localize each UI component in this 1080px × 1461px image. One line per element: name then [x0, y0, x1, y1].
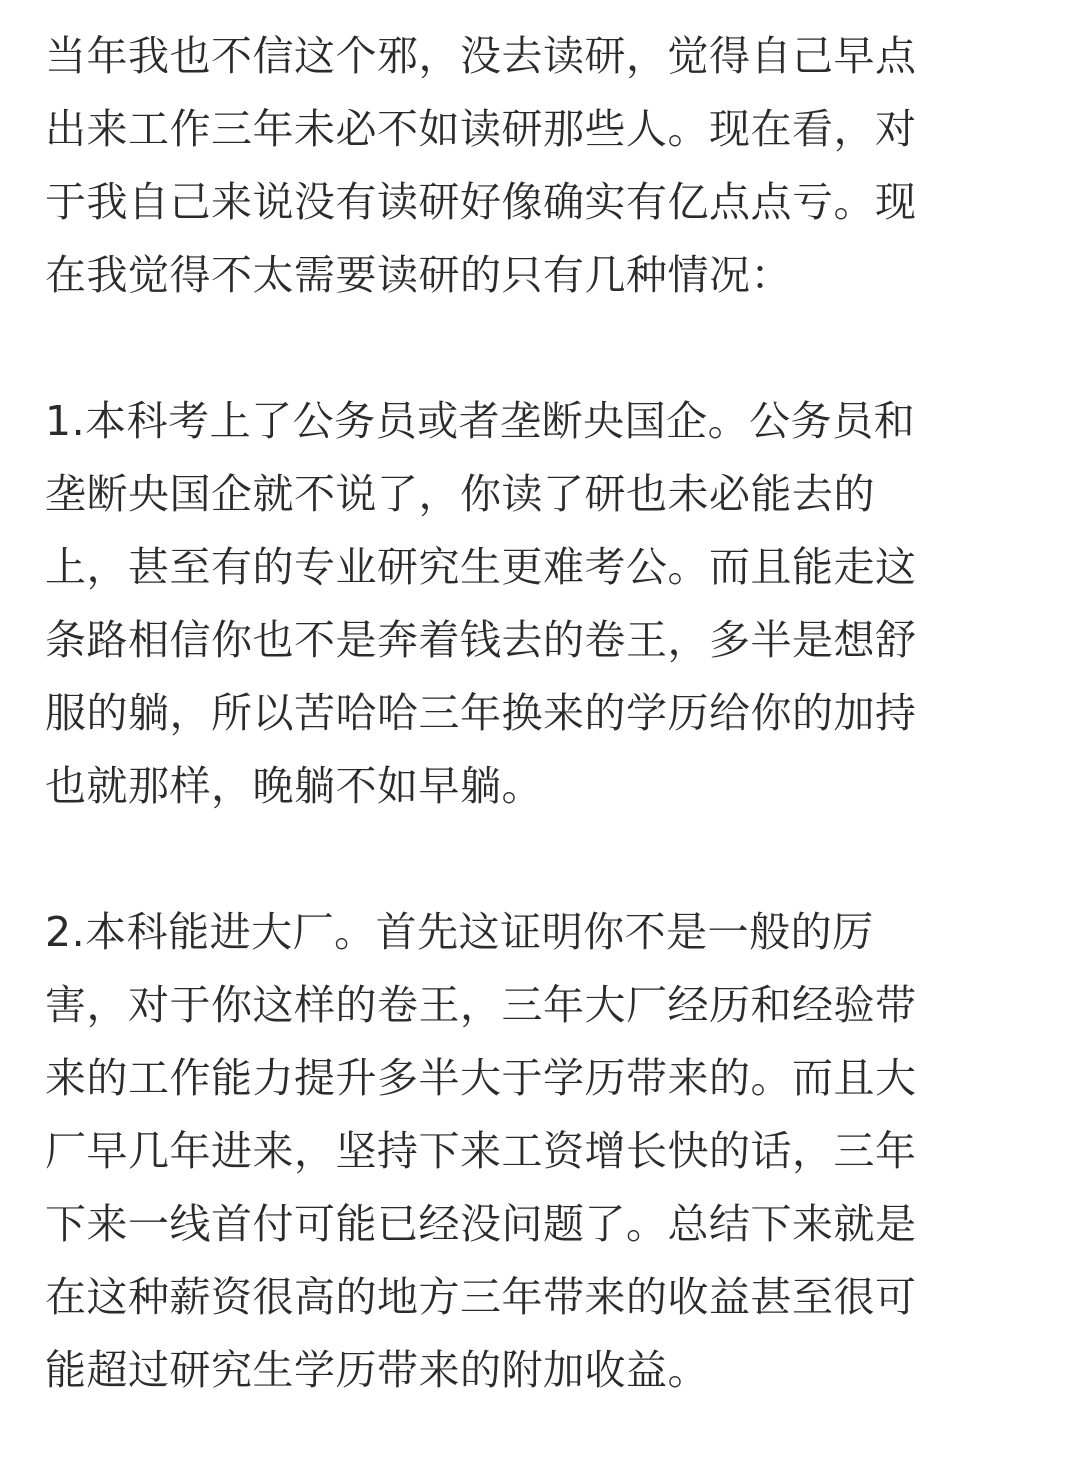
text-line: 害，对于你这样的卷王，三年大厂经历和经验带	[45, 981, 917, 1029]
paragraph-gap	[45, 312, 1025, 385]
text-line: 也就那样，晚躺不如早躺。	[45, 762, 543, 810]
paragraph-point-1	[45, 385, 1025, 823]
paragraph-gap	[45, 823, 1025, 896]
text-line: 于我自己来说没有读研好像确实有亿点点亏。现	[45, 178, 917, 226]
text-line: 当年我也不信这个邪，没去读研，觉得自己早点	[45, 32, 917, 80]
paragraph-intro	[45, 20, 1025, 312]
text-line: 厂早几年进来，坚持下来工资增长快的话，三年	[45, 1127, 917, 1175]
text-line: 出来工作三年未必不如读研那些人。现在看，对	[45, 105, 917, 153]
text-line: 条路相信你也不是奔着钱去的卷王，多半是想舒	[45, 616, 917, 664]
text-line: 来的工作能力提升多半大于学历带来的。而且大	[45, 1054, 917, 1102]
text-line: 下来一线首付可能已经没问题了。总结下来就是	[45, 1200, 917, 1248]
paragraph-point-2	[45, 896, 1025, 1407]
text-line: 能超过研究生学历带来的附加收益。	[45, 1346, 709, 1394]
text-line: 2.本科能进大厂。首先这证明你不是一般的厉	[45, 908, 874, 956]
text-line: 服的躺，所以苦哈哈三年换来的学历给你的加持	[45, 689, 917, 737]
text-line: 在这种薪资很高的地方三年带来的收益甚至很可	[45, 1273, 917, 1321]
article-body	[45, 20, 1025, 1407]
text-line: 上，甚至有的专业研究生更难考公。而且能走这	[45, 543, 917, 591]
text-line: 1.本科考上了公务员或者垄断央国企。公务员和	[45, 397, 916, 445]
text-line: 在我觉得不太需要读研的只有几种情况：	[45, 251, 792, 299]
text-line: 垄断央国企就不说了，你读了研也未必能去的	[45, 470, 875, 518]
